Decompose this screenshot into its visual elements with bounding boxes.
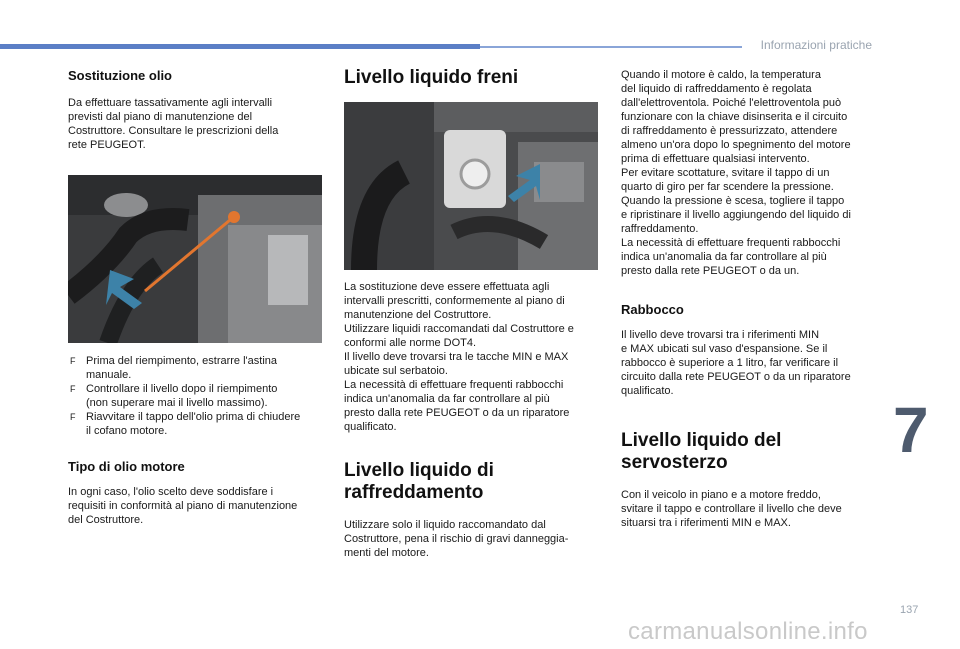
heading-oil-change: Sostituzione olio: [68, 68, 172, 83]
engine-oil-illustration: [68, 175, 322, 343]
engine-oil-photo: [68, 175, 322, 343]
paragraph-power-steering: Con il veicolo in piano e a motore freddo, svitare il tappo e controllare il livello che deve situarsi tra i riferimenti MIN e MAX.: [621, 489, 842, 529]
column-oil: [68, 68, 330, 152]
column-oil-steps: [68, 354, 330, 527]
paragraph-hot-engine: Quando il motore è caldo, la temperatura del liquido di raffreddamento è regolata dall'elettroventola. Poiché l'elettroventola può funzionare con la chiave disinserita e il circuito di raffreddamento è pressurizzato, attendere almeno un'ora dopo lo spegnimento del motore prima di effettuare qualsiasi intervento. Per evitare scottature, svitare il tappo di un quarto di giro per far scendere la pressione. Quando la pressione è scesa, togliere il tappo e ripristinare il livello aggiungendo del liquido di raffreddamento. La necessità di effettuare frequenti rabbocchi indica un'anomalia da far controllare al più presto dalla rete PEUGEOT o da un.: [621, 69, 851, 277]
bullet-icon: F: [70, 384, 76, 394]
column-brakes-text: La sostituzione deve essere effettuata agli intervalli prescritti, conformemente al piano di manutenzione del Costruttore. Utilizzare liquidi raccomandati dal Costruttore e conformi alle norme DOT4. Il livello deve trovarsi tra le tacche MIN e MAX ubicate sul serbatoio. La necessità di effettuare frequenti rabbocchi indica un'anomalia da far controllare al più presto dalla rete PEUGEOT o da un riparatore qualificato. Livello liquido di raffreddamento Utilizzare solo il liquido raccomandato dal Costruttore, pena il rischio di gravi danneggia- menti del motore.: [344, 280, 606, 560]
header-bar-thin: [480, 46, 742, 48]
brake-fluid-photo: [344, 102, 598, 270]
column-brakes: [344, 67, 606, 89]
paragraph-coolant: Utilizzare solo il liquido raccomandato dal Costruttore, pena il rischio di gravi danneggia- menti del motore.: [344, 519, 569, 559]
bullet-item: F Prima del riempimento, estrarre l'astina manuale.: [70, 355, 278, 381]
paragraph-oil-change: Da effettuare tassativamente agli intervalli previsti dal piano di manutenzione del Costruttore. Consultare le prescrizioni della rete PEUGEOT.: [68, 97, 279, 151]
heading-oil-type: Tipo di olio motore: [68, 459, 185, 474]
paragraph-oil-type: In ogni caso, l'olio scelto deve soddisfare i requisiti in conformità al piano di manutenzione del Costruttore.: [68, 486, 298, 526]
bullet-icon: F: [70, 356, 76, 366]
heading-power-steering: Livello liquido del servosterzo: [621, 430, 782, 473]
paragraph-top-up: Il livello deve trovarsi tra i riferimenti MIN e MAX ubicati sul vaso d'espansione. Se il rabbocco è superiore a 1 litro, far verificare il circuito dalla rete PEUGEOT o da un riparatore qualificato.: [621, 329, 851, 397]
heading-brake-fluid: Livello liquido freni: [344, 67, 519, 88]
header-bar: [0, 44, 480, 49]
section-title: Informazioni pratiche: [760, 38, 872, 52]
watermark: carmanualsonline.info: [628, 618, 868, 645]
heading-coolant: Livello liquido di raffreddamento: [344, 460, 494, 503]
brake-fluid-illustration: [344, 102, 598, 270]
bullet-item: F Riavvitare il tappo dell'olio prima di chiudere il cofano motore.: [70, 411, 301, 437]
bullet-item: F Controllare il livello dopo il riempimento (non superare mai il livello massimo).: [70, 383, 278, 409]
page-number: 137: [900, 604, 919, 616]
bullet-icon: F: [70, 412, 76, 422]
column-coolant: [621, 68, 881, 530]
heading-top-up: Rabbocco: [621, 302, 684, 317]
chapter-number: 7: [893, 394, 929, 466]
